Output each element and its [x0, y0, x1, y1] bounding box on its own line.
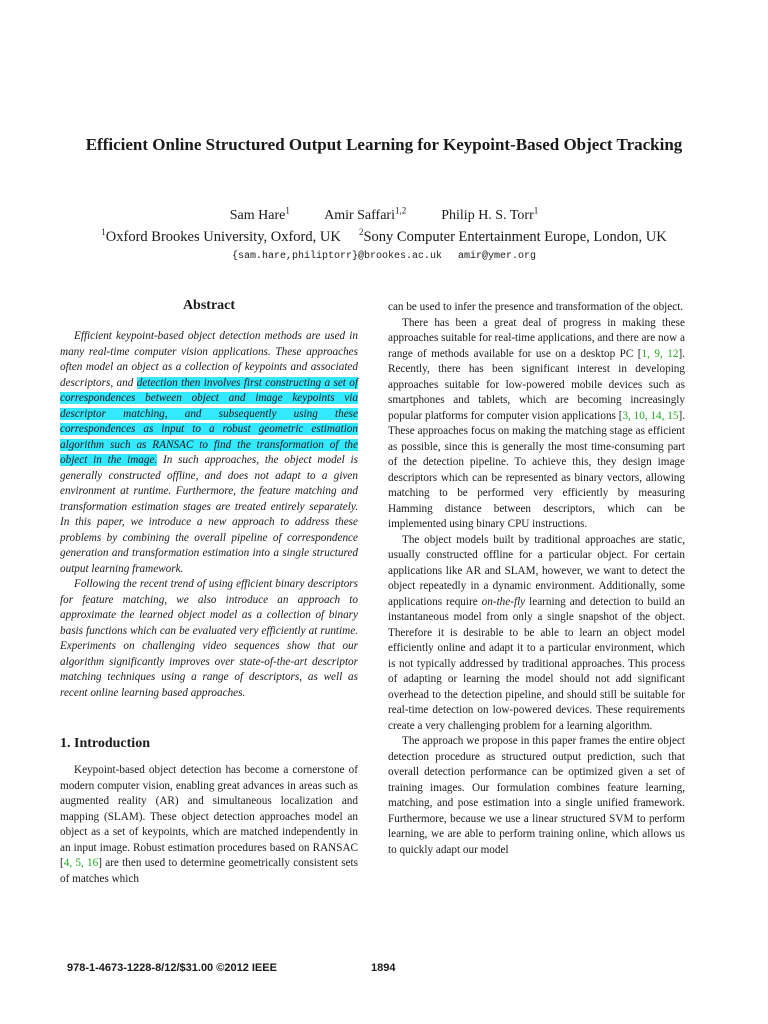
body-text: The object models built by traditional approaches are static, usually constructed offline for a particular object. For certain applications like AR and SLAM, however, we want to detect the object repeatedly in a dynamic environment. Additionally, some applications require	[388, 533, 685, 608]
abstract-paragraph	[60, 329, 358, 577]
email: {sam.hare,philiptorr}@brookes.ac.uk	[231, 251, 443, 262]
author-affiliation-mark: 1	[285, 205, 290, 216]
right-column	[388, 300, 685, 858]
affiliation-mark: 1	[101, 227, 106, 238]
body-paragraph	[388, 533, 685, 735]
body-text: ]. Recently, there has been significant interest in developing approaches suitable for low-powered mobile devices such as smartphones and tablets, which are becoming increasingly popular platforms for computer vision applications [	[388, 347, 685, 422]
citation-link[interactable]: 3, 10, 14, 15	[622, 409, 679, 422]
author-name: Philip H. S. Torr	[441, 208, 534, 223]
abstract-paragraph: Following the recent trend of using efficient binary descriptors for feature matching, we also introduce an approach to approximate the learned object model as a collection of binary basis functions which can be evaluated very efficiently at runtime. Experiments on challenging video sequences show that our algorithm significantly improves over state-of-the-art descriptor matching techniques using a range of descriptors, as well as recent online learning based approaches.	[60, 578, 358, 699]
abstract-text: In such approaches, the object model is generally constructed offline, and does not adapt to a given environment at runtime. Furthermore, the feature matching and transformation estimation stages are treated entirely separately. In this paper, we introduce a new approach to address these problems by combining the overall pipeline of correspondence generation and transformation estimation into a single structured output learning framework.	[60, 454, 359, 575]
highlighted-text: detection then involves first constructing a set of correspondences between object and image keypoints via descriptor matching, and subsequently using these correspondences as input to a robust geometric estimation algorithm such as RANSAC to find the transformation of the object in the image.	[60, 376, 359, 466]
citation-link[interactable]: 1, 9, 12	[641, 347, 679, 360]
body-text: ]. These approaches focus on making the matching stage as efficient as possible, since this is generally the most time-consuming part of the detection pipeline. To achieve this, they design image descriptors which can be represented as binary vectors, allowing matching to be performed very efficiently by measuring Hamming distance between descriptors, which can be implemented using binary CPU instructions.	[388, 409, 685, 530]
abstract-body	[60, 329, 358, 701]
body-text: Keypoint-based object detection has become a cornerstone of modern computer vision, enabling great advances in areas such as augmented reality (AR) and simultaneous localization and mapping (SLAM). These object detection approaches model an object as a set of keypoints, which are matched independently in an input image. Robust estimation procedures based on RANSAC [	[60, 764, 358, 869]
author-name: Amir Saffari	[324, 208, 395, 223]
body-text: learning and detection to build an instantaneous model from only a single snapshot of the object. Therefore it is desirable to be able to learn an object model efficiently online and adapt it to a particular environment, which is not typically addressed by traditional approaches. This process of adapting or learning the model should not add significant overhead to the detection pipeline, and should still be suitable for real-time detection on low-powered devices. These requirements create a very challenging problem for a learning algorithm.	[388, 595, 685, 732]
abstract-text: Efficient keypoint-based object detection methods are used in many real-time computer vision applications. These approaches often model an object as a collection of keypoints and associated descriptors, and	[60, 330, 358, 389]
body-paragraph: The approach we propose in this paper frames the entire object detection procedure as structured output prediction, such that overall detection performance can be optimized given a set of training images. Our formulation combines feature learning, matching, and pose estimation into a single unified framework. Furthermore, because we use a linear structured SVM to perform learning, we are able to perform training online, which allows us to quickly adapt our model	[388, 735, 685, 856]
body-text: ] are then used to determine geometrically consistent sets of matches which	[60, 857, 358, 885]
page-number: 1894	[371, 962, 396, 974]
author-affiliation-mark: 1,2	[394, 205, 407, 216]
affiliation-mark: 2	[358, 227, 364, 238]
abstract-heading: Abstract	[182, 298, 236, 313]
email: amir@ymer.org	[458, 251, 537, 262]
author-affiliation-mark: 1	[533, 205, 539, 216]
body-paragraph	[388, 316, 685, 533]
email-list	[0, 250, 768, 264]
author-name: Sam Hare	[229, 208, 286, 223]
section-heading: 1. Introduction	[60, 736, 150, 751]
paper-title: Efficient Online Structured Output Learning for Keypoint-Based Object Tracking	[85, 135, 683, 154]
body-paragraph: can be used to infer the presence and transformation of the object.	[388, 301, 684, 313]
body-paragraph	[60, 763, 358, 887]
citation-link[interactable]: 4, 5, 16	[63, 857, 99, 869]
author-list	[0, 207, 768, 225]
left-column	[60, 297, 358, 887]
copyright-footer: 978-1-4673-1228-8/12/$31.00 ©2012 IEEE	[67, 962, 277, 974]
body-text: There has been a great deal of progress in making these approaches suitable for real-time applications, and there are now a range of methods available for use on a desktop PC [	[388, 316, 685, 360]
affiliation: Sony Computer Entertainment Europe, London, UK	[363, 229, 667, 245]
emphasis-text: on-the-fly	[481, 595, 526, 608]
affiliation-list	[0, 228, 768, 246]
affiliation: Oxford Brookes University, Oxford, UK	[105, 229, 341, 245]
